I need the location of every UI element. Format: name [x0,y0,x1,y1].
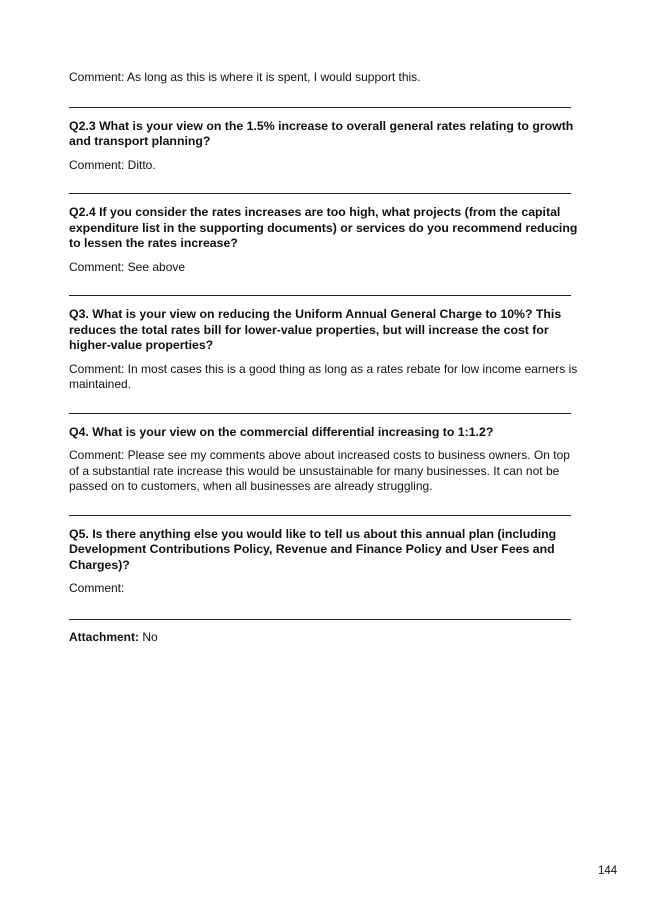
comment-q2-4: Comment: See above [69,259,186,274]
attachment-label: Attachment: [69,629,140,644]
question-q2-3: Q2.3 What is your view on the 1.5% increase to overall general rates relating to growth and transport planning? [69,118,574,148]
divider [69,295,571,296]
divider [69,193,571,194]
question-q4: Q4. What is your view on the commercial differential increasing to 1:1.2? [69,424,494,439]
page-number: 144 [598,865,618,877]
section-q3 [69,307,579,393]
attachment-line [69,630,579,646]
question-q5: Q5. Is there anything else you would like to tell us about this annual plan (including Development Contributions Policy, Revenue and Finance Policy and User Fees and Charges)? [69,526,557,572]
divider [69,413,571,414]
divider [69,619,571,620]
comment-q4: Comment: Please see my comments above about increased costs to business owners. On top of a substantial rate increase this would be unsustainable for many businesses. It can not be passed on to customers, when all businesses are already struggling. [69,448,570,493]
comment-q5: Comment: [69,581,125,595]
divider [69,515,571,516]
document-body [69,70,579,645]
comment-q3: Comment: In most cases this is a good thing as long as a rates rebate for low income earners is maintained. [69,361,578,391]
section-q4 [69,425,579,495]
divider [69,107,571,108]
attachment-value: No [142,629,158,644]
top-comment: Comment: As long as this is where it is spent, I would support this. [69,70,421,84]
question-q2-4: Q2.4 If you consider the rates increases are too high, what projects (from the capital expenditure list in the supporting documents) or services do you recommend reducing to lessen the rates increase? [69,205,578,250]
comment-q2-3: Comment: Ditto. [69,157,156,172]
section-q5 [69,527,579,597]
section-q2-3 [69,119,579,174]
section-q2-4 [69,205,579,275]
question-q3: Q3. What is your view on reducing the Uniform Annual General Charge to 10%? This reduces the total rates bill for lower-value properties, but will increase the cost for higher-value properties? [69,307,562,352]
